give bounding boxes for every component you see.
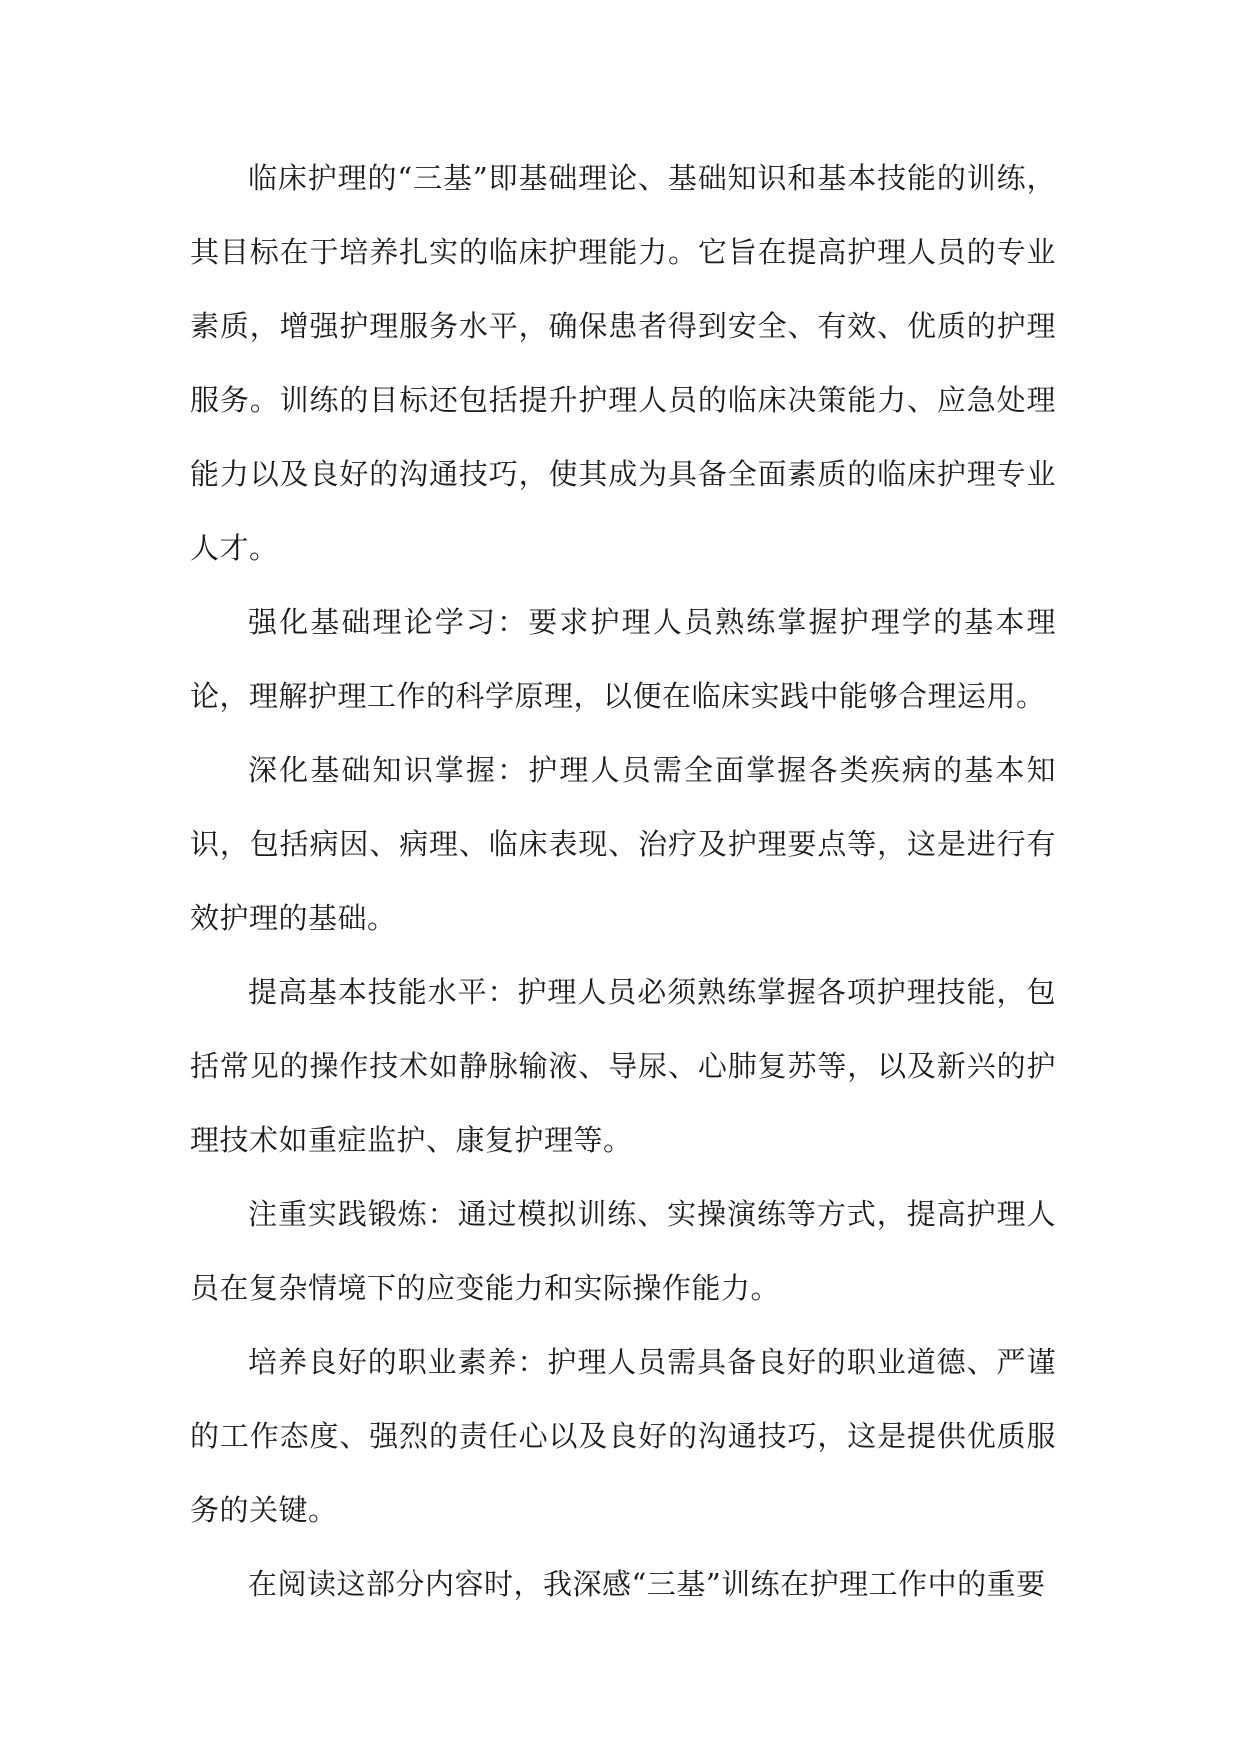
paragraph-basic-theory: 强化基础理论学习：要求护理人员熟练掌握护理学的基本理论，理解护理工作的科学原理，以便在临床实践中能够合理运用。 — [190, 605, 1056, 713]
paragraph-basic-skills: 提高基本技能水平：护理人员必须熟练掌握各项护理技能，包括常见的操作技术如静脉输液、导尿、心肺复苏等，以及新兴的护理技术如重症监护、康复护理等。 — [190, 975, 1056, 1157]
paragraph-professionalism: 培养良好的职业素养：护理人员需具备良好的职业道德、严谨的工作态度、强烈的责任心以及良好的沟通技巧，这是提供优质服务的关键。 — [190, 1345, 1056, 1527]
document-body — [190, 141, 1056, 1621]
paragraph-basic-knowledge: 深化基础知识掌握：护理人员需全面掌握各类疾病的基本知识，包括病因、病理、临床表现、治疗及护理要点等，这是进行有效护理的基础。 — [190, 753, 1056, 935]
paragraph-intro: 临床护理的“三基”即基础理论、基础知识和基本技能的训练，其目标在于培养扎实的临床护理能力。它旨在提高护理人员的专业素质，增强护理服务水平，确保患者得到安全、有效、优质的护理服务。训练的目标还包括提升护理人员的临床决策能力、应急处理能力以及良好的沟通技巧，使其成为具备全面素质的临床护理专业人才。 — [190, 161, 1056, 565]
paragraph-reflection: 在阅读这部分内容时，我深感“三基”训练在护理工作中的重要 — [248, 1567, 1046, 1601]
paragraph-practice: 注重实践锻炼：通过模拟训练、实操演练等方式，提高护理人员在复杂情境下的应变能力和实际操作能力。 — [190, 1197, 1056, 1305]
